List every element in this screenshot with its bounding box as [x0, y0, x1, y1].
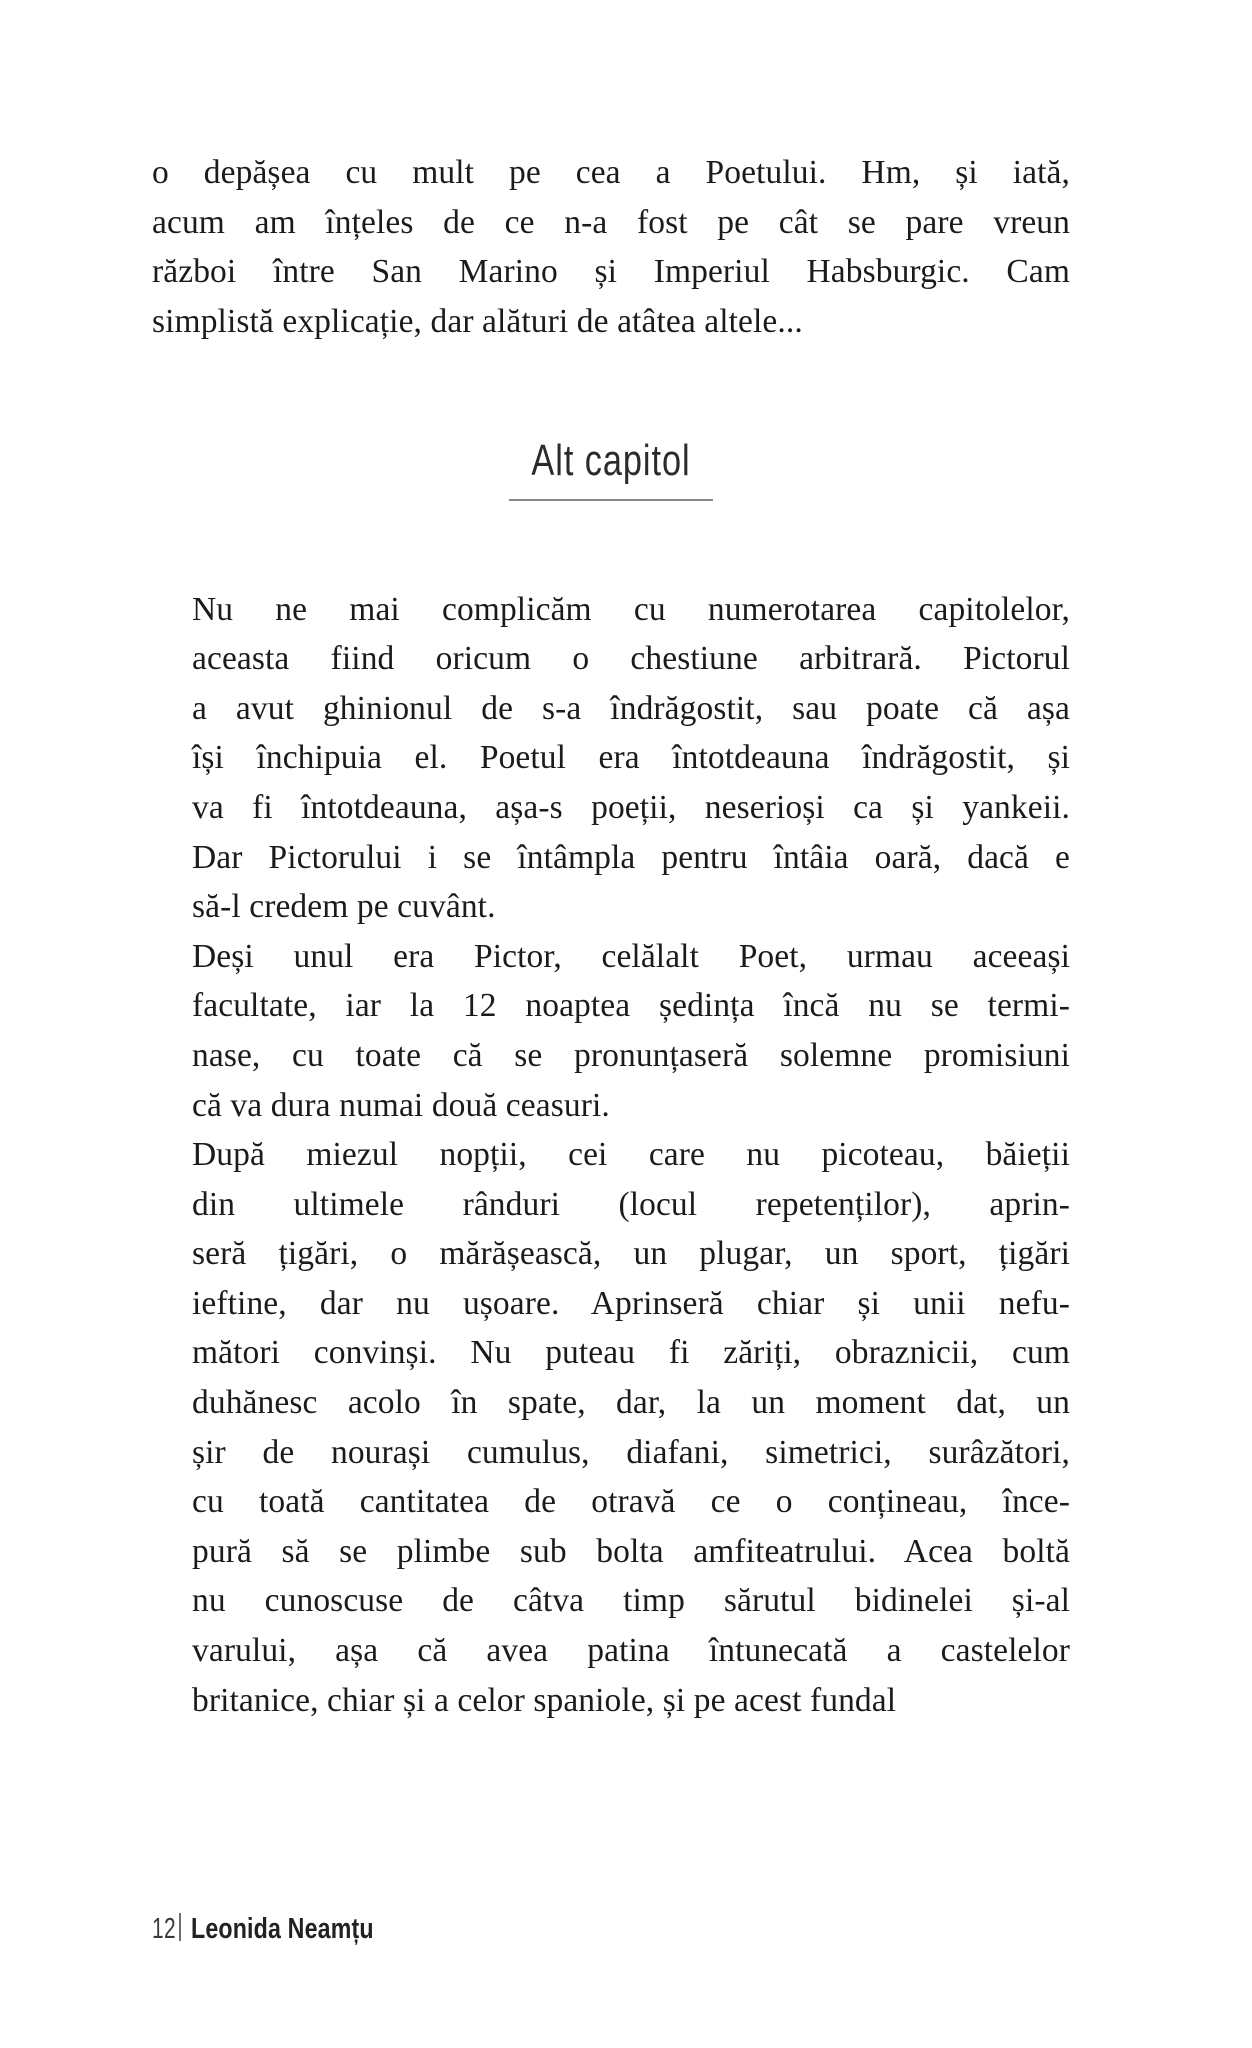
text-line: război între San Marino și Imperiul Habsburgic. Cam — [152, 253, 1070, 291]
text-line: că va dura numai două ceasuri. — [192, 1086, 610, 1124]
text-line: Nu ne mai complicăm cu numerotarea capitolelor, — [192, 590, 1070, 628]
chapter-title: Alt capitol — [531, 436, 691, 486]
text-line: varului, așa că avea patina întunecată a castelelor — [192, 1632, 1070, 1670]
text-line: aceasta fiind oricum o chestiune arbitrară. Pictorul — [192, 640, 1070, 678]
text-line: din ultimele rânduri (locul repetenților), aprin- — [192, 1185, 1070, 1223]
spacer-after-chapter — [152, 501, 1070, 585]
text-line: seră țigări, o mărășească, un plugar, un sport, țigări — [192, 1235, 1070, 1273]
spacer-before-chapter — [152, 346, 1070, 438]
footer-separator — [179, 1913, 181, 1941]
text-line: a avut ghinionul de s-a îndrăgostit, sau poate că așa — [192, 689, 1070, 727]
text-line: șir de nourași cumulus, diafani, simetrici, surâzători, — [192, 1433, 1070, 1471]
text-line: își închipuia el. Poetul era întotdeauna îndrăgostit, și — [192, 739, 1070, 777]
text-line: mători convinși. Nu puteau fi zăriți, obraznicii, cum — [192, 1334, 1070, 1372]
text-line: facultate, iar la 12 noaptea ședința încă nu se termi- — [192, 987, 1070, 1025]
text-line: să-l credem pe cuvânt. — [192, 888, 496, 926]
page-footer — [152, 1910, 420, 1946]
text-line: nu cunoscuse de câtva timp sărutul bidinelei și-al — [192, 1582, 1070, 1620]
text-line: acum am înțeles de ce n-a fost pe cât se pare vreun — [152, 203, 1070, 241]
paragraph-body — [152, 932, 1070, 1130]
chapter-heading — [152, 438, 1070, 500]
text-line: După miezul nopții, cei care nu picoteau, băieții — [192, 1136, 1070, 1174]
text-line: o depășea cu mult pe cea a Poetului. Hm, și iată, — [152, 154, 1070, 191]
text-line: pură să se plimbe sub bolta amfiteatrului. Acea boltă — [192, 1532, 1070, 1570]
author-name: Leonida Neamțu — [191, 1913, 374, 1945]
text-line: duhănesc acolo în spate, dar, la un moment dat, un — [192, 1384, 1070, 1422]
text-line: cu toată cantitatea de otravă ce o conțineau, înce- — [192, 1483, 1070, 1521]
text-line: britanice, chiar și a celor spaniole, și pe acest fundal — [192, 1681, 897, 1719]
text-line: simplistă explicație, dar alături de atâtea altele... — [152, 302, 803, 340]
text-line: nase, cu toate că se pronunțaseră solemne promisiuni — [192, 1036, 1070, 1074]
paragraph-body — [152, 1130, 1070, 1725]
paragraph-continuation — [152, 148, 1070, 346]
page-content — [152, 148, 1070, 1725]
text-line: va fi întotdeauna, așa-s poeții, neserioși ca și yankeii. — [192, 788, 1070, 826]
text-line: Deși unul era Pictor, celălalt Poet, urmau aceeași — [192, 937, 1070, 975]
text-line: ieftine, dar nu ușoare. Aprinseră chiar și unii nefu- — [192, 1284, 1070, 1322]
text-line: Dar Pictorului i se întâmpla pentru întâia oară, dacă e — [192, 838, 1070, 876]
paragraph-body — [152, 585, 1070, 932]
page-number: 12 — [152, 1913, 176, 1945]
chapter-heading-rule — [509, 438, 713, 500]
